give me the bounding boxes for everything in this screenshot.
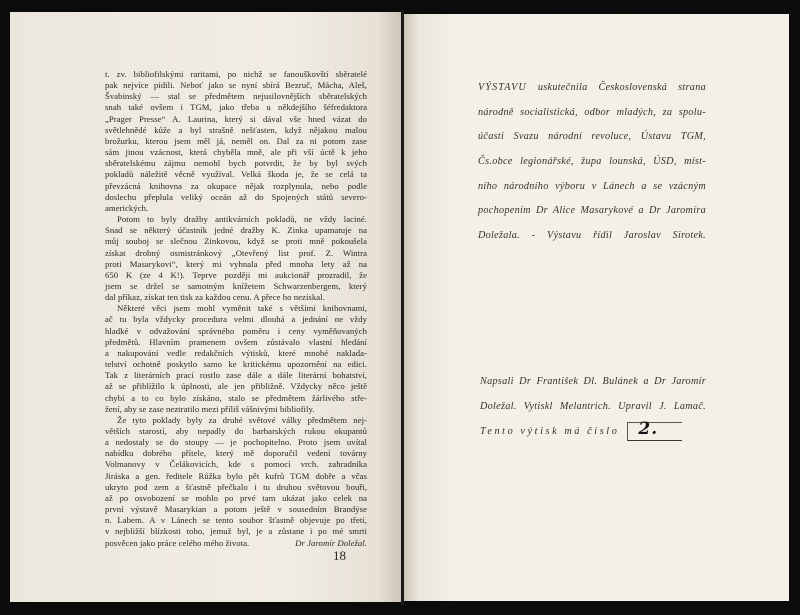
copy-number-box (627, 419, 682, 441)
text-line: sběratelskému zájmu nemohl bych potvrdit, že by byl svých (105, 158, 367, 169)
text-line: můj souboj se slečnou Zinkovou, když se proti mně pokoušela (105, 236, 367, 247)
exhibition-note-line: účasti Svazu národní revoluce, Ústavu TGM, (478, 131, 706, 143)
text-line: dal příkaz, získat ten tisk za každou cenu. A přece ho nezískal. (105, 292, 325, 303)
exhibition-note (478, 76, 706, 249)
text-line: brožurku, kterou jsem měl já, neměl on. Dal za ni potom zase (105, 135, 367, 146)
text-line: n. Labem. A v Lánech se tento soubor šťastně objevuje po třetí, (105, 515, 367, 526)
text-line: získat drobný osmistránkový „Otevřený list prof. Z. Wintra (105, 247, 367, 258)
colophon-line: Doležal. Vytiskl Melantrich. Upravil J. Lamač. (480, 400, 706, 412)
colophon (480, 370, 706, 444)
exhibition-note-line: Čs.obce legionářské, župa lounská, ÚSD, míst- (478, 156, 706, 168)
text-line: ukryto pod zem a šťastně přečkalo i tu druhou světovou bouři, (105, 481, 367, 492)
copy-number-label: Tento výtisk má číslo (480, 426, 620, 438)
text-line: Volmanovy v Čelákovicích, kde s pomocí vrch. zahradníka (105, 459, 367, 470)
text-line (105, 538, 367, 549)
text-line: žení, aby se zase neztratilo mezi příliš vášnivými bibliofily. (105, 403, 315, 414)
exhibition-note-lead-word: VÝSTAVU (478, 82, 527, 93)
exhibition-note-line: ního národního výboru v Lánech a se vzácným (478, 180, 706, 192)
text-line: převzácná knihovna za okupace nějak rozplynula, nebo podle (105, 180, 367, 191)
exhibition-note-line: pochopením Dr Alice Masarykové a Dr Jaromíra (478, 205, 706, 217)
text-line: t. zv. bibliofilskými raritami, po nichž se fanouškovští sběratelé (105, 69, 367, 79)
text-line: ač tu byla vždycky procedura velmi dlouhá a jednání ne vždy (105, 314, 367, 325)
colophon-line: Napsali Dr František Dl. Bulánek a Dr Jaromír (480, 376, 706, 387)
text-line: Že tyto poklady byly za druhé světové války předmětem nej- (117, 414, 367, 425)
text-line: snah také ovšem i TGM, jako třeba u někdejšího šéfredaktora (105, 102, 367, 113)
text-line: v nejbližší blízkosti toho, jemuž byl, je a zůstane i po mé smrti (105, 526, 367, 537)
text-line: až se přiblížilo k úplnosti, ale jen přibližně. Vždycky něco ještě (105, 381, 367, 392)
page-number: 18 (333, 548, 346, 563)
text-line: a nedostaly se do stoupy — je pochopitelno. Proto jsem uvítal (105, 437, 367, 448)
text-line: nabídku dobrého přítele, který mě doporučil vedení továrny (105, 448, 367, 459)
text-line: a nakupování vedle redakčních výtisků, které mnohé naklada- (105, 347, 367, 358)
text-line: Tak z literárních prací rostlo zase dále a dále literární bohatství, (105, 370, 367, 381)
exhibition-note-line-text: uskutečnila Československá strana (537, 82, 706, 93)
exhibition-note-line: Doležala. - Výstavu řídil Jaroslav Sirotek. (478, 230, 706, 242)
text-line: pokladů náležitě věcně využíval. Velká škoda je, že se celá ta (105, 169, 367, 180)
exhibition-note-line: národně socialistická, odbor mladých, za spolu- (478, 106, 706, 118)
text-line: předmětů. Hlavním pramenem ovšem zůstávalo vlastní hledání (105, 336, 367, 347)
text-line: hladké v odvažování správného poměru i ceny vyměňovaných (105, 325, 367, 336)
text-line: pak nejvíce pídili. Neboť jako se nyní sbírá Bezruč, Mácha, Aleš, (105, 80, 367, 91)
copy-number-row (480, 419, 706, 444)
text-line: proti Masarykovi“, který mi vyhnala před mnoha lety až na (105, 258, 367, 269)
text-line-content: posvěcen jako práce celého mého života. (105, 537, 250, 548)
text-line: „Prager Presse“ A. Laurina, který si dával vše hned vázat do (105, 113, 367, 124)
exhibition-note-line (478, 76, 706, 101)
left-page-body-text (105, 69, 367, 549)
text-line: první výstavě Masarykian a potom ještě v sousedním Brandýse (105, 504, 367, 515)
text-line: až po osvobození se mohlo po prvé tam ukázat jako celek na (105, 492, 367, 503)
handwritten-copy-number: 2. (638, 419, 659, 440)
text-line: amerických. (105, 202, 149, 213)
text-line: světlehnědé kůže a byl strašně nešťasten, když nějakou malou (105, 124, 367, 135)
text-line: 650 K (ze 4 K!). Teprve později mi aukcionář prozradil, že (105, 269, 367, 280)
text-line: Některé věci jsem mohl vyměnit také s většími knihovnami, (117, 303, 367, 314)
text-line: Snad se některý účastník jedné dražby K. Zinka upamatuje na (105, 225, 367, 236)
text-line: chybí a to co bylo získáno, stalo se předmětem žárlivého stře- (105, 392, 367, 403)
text-line: jsem se držel se samotným knížetem Schwarzenbergem, který (105, 280, 367, 291)
text-line: větších starostí, aby nepadly do barbarských rukou okupantů (105, 426, 367, 436)
text-line: telství ochotně poskytlo samo ke kritickému upozornění na edici. (105, 359, 367, 370)
text-line: Jiráska a gen. ředitele Růžka bylo pět kufrů TGM dobře a včas (105, 470, 367, 481)
text-line: doslechu přeplula veliký oceán až do Spojených států severo- (105, 191, 367, 202)
text-line: Potom to byly dražby antikvárních pokladů, ne vždy laciné. (117, 214, 367, 225)
author-signature: Dr Jaromír Doležal. (295, 537, 367, 548)
text-line: Švabinský — stal se předmětem nejusilovnějších sběratelských (105, 91, 367, 102)
text-line: sám jinou vzácnost, která chyběla mně, ale při vší úctě k jeho (105, 147, 367, 158)
